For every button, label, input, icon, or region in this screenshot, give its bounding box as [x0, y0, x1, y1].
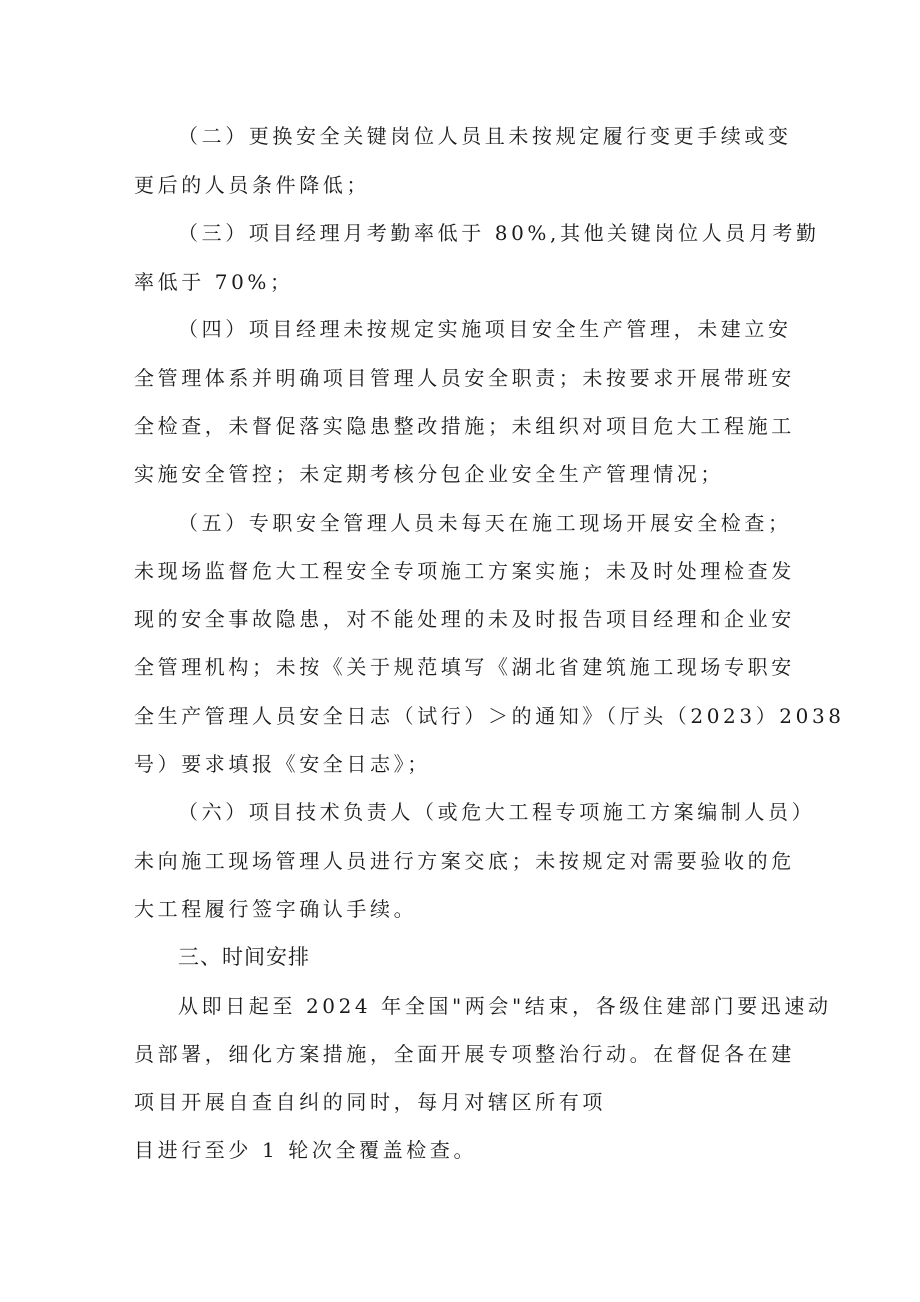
section-paragraph-line-2: 员部署，细化方案措施，全面开展专项整治行动。在督促各在建 — [134, 1042, 795, 1066]
paragraph-4-line-3: 全检查，未督促落实隐患整改措施；未组织对项目危大工程施工 — [134, 414, 795, 438]
paragraph-6-line-3: 大工程履行签字确认手续。 — [134, 897, 418, 921]
paragraph-2-line-1: （二）更换安全关键岗位人员且未按规定履行变更手续或变 — [178, 124, 792, 148]
paragraph-6-line-2: 未向施工现场管理人员进行方案交底；未按规定对需要验收的危 — [134, 849, 795, 873]
paragraph-3-line-2: 率低于 70%； — [134, 270, 294, 294]
section-paragraph-line-4: 目进行至少 1 轮次全覆盖检查。 — [134, 1138, 478, 1162]
paragraph-2-line-2: 更后的人员条件降低； — [134, 173, 370, 197]
paragraph-4-line-4: 实施安全管控；未定期考核分包企业安全生产管理情况； — [134, 462, 724, 486]
paragraph-5-line-2: 未现场监督危大工程安全专项施工方案实施；未及时处理检查发 — [134, 559, 795, 583]
paragraph-5-line-6: 号）要求填报《安全日志》； — [134, 752, 431, 776]
paragraph-3-line-1: （三）项目经理月考勤率低于 80%,其他关键岗位人员月考勤 — [178, 221, 820, 245]
paragraph-4-line-1: （四）项目经理未按规定实施项目安全生产管理，未建立安 — [178, 317, 792, 341]
section-heading: 三、时间安排 — [178, 945, 310, 969]
paragraph-6-line-1: （六）项目技术负责人（或危大工程专项施工方案编制人员） — [178, 800, 816, 824]
paragraph-5-line-3: 现的安全事故隐患，对不能处理的未及时报告项目经理和企业安 — [134, 607, 795, 631]
paragraph-5-line-1: （五）专职安全管理人员未每天在施工现场开展安全检查； — [178, 511, 792, 535]
section-paragraph-line-1: 从即日起至 2024 年全国"两会"结束，各级住建部门要迅速动 — [178, 994, 832, 1018]
section-paragraph-line-3: 项目开展自查自纠的同时，每月对辖区所有项 — [134, 1090, 606, 1114]
paragraph-4-line-2: 全管理体系并明确项目管理人员安全职责；未按要求开展带班安 — [134, 366, 795, 390]
paragraph-5-line-5: 全生产管理人员安全日志（试行）＞的通知》（厅头（2023）2038 — [134, 704, 845, 728]
paragraph-5-line-4: 全管理机构；未按《关于规范填写《湖北省建筑施工现场专职安 — [134, 655, 795, 679]
